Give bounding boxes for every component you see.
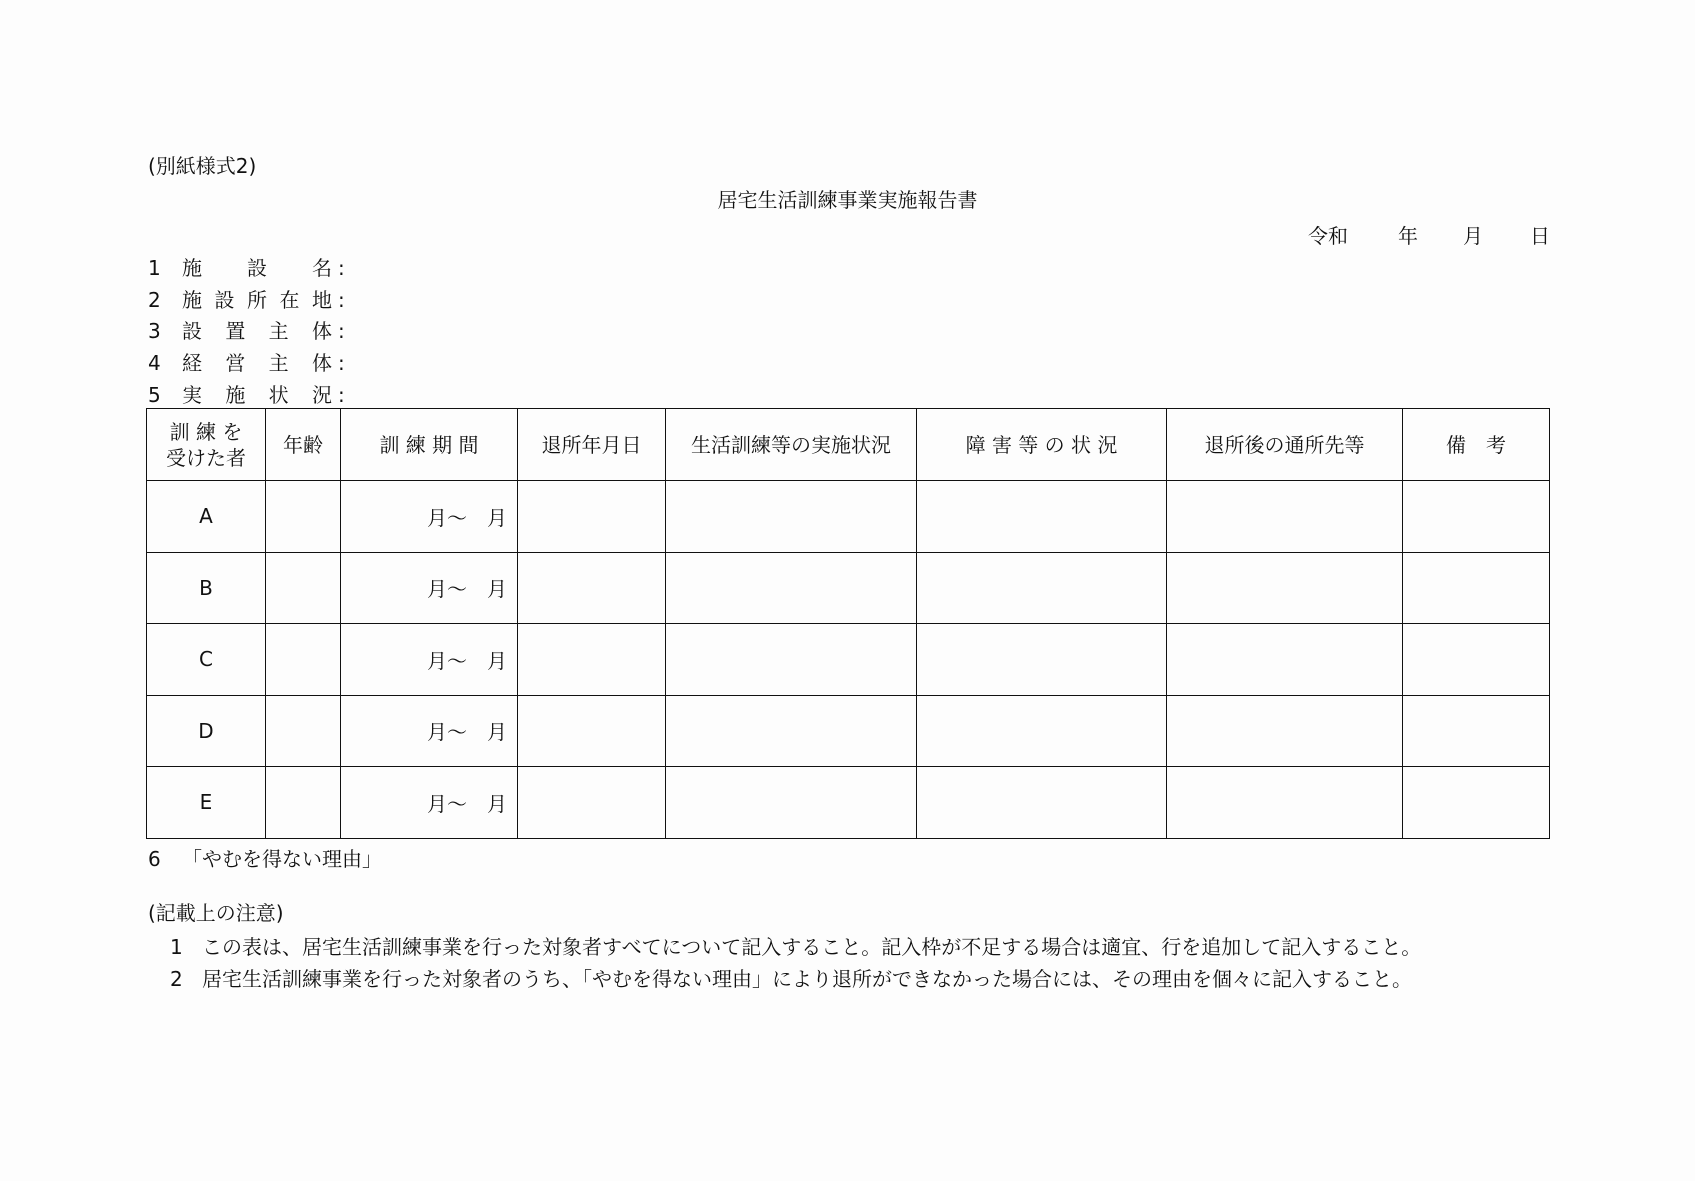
cell-period[interactable]: 月～ 月 [341,624,518,696]
cell-disability-status[interactable] [917,767,1167,839]
field-number: 4 [148,351,161,376]
table-row [147,767,1550,839]
table-header-row [147,409,1550,481]
field-colon: : [338,319,345,344]
reason-label: 「やむを得ない理由」 [182,847,382,871]
table-row [147,552,1550,624]
header-disability-status: 障 害 等 の 状 況 [917,409,1167,481]
header-trainee: 訓 練 を 受けた者 [147,409,266,481]
note-item [170,969,1412,989]
field-number: 2 [148,287,161,312]
field-colon: : [338,351,345,376]
date-year-label: 年 [1398,224,1418,248]
cell-after-exit[interactable] [1167,481,1403,553]
cell-remarks[interactable] [1403,552,1550,624]
field-label: 施 設 所 在 地 [182,287,332,312]
cell-age[interactable] [266,552,341,624]
unavoidable-reason-item [148,849,382,869]
note-text: この表は、居宅生活訓練事業を行った対象者すべてについて記入すること。記入枠が不足する場合は適宜、行を追加して記入すること。 [202,935,1422,959]
cell-trainee: A [147,481,266,553]
cell-after-exit[interactable] [1167,552,1403,624]
cell-after-exit[interactable] [1167,767,1403,839]
field-number: 3 [148,319,161,344]
form-id: (別紙様式2) [148,154,257,178]
header-after-exit: 退所後の通所先等 [1167,409,1403,481]
cell-period[interactable]: 月～ 月 [341,767,518,839]
field-colon: : [338,382,345,407]
cell-training-status[interactable] [666,552,917,624]
note-item [170,937,1421,957]
cell-age[interactable] [266,481,341,553]
field-label: 設 置 主 体 [182,319,332,344]
cell-disability-status[interactable] [917,624,1167,696]
cell-period[interactable]: 月～ 月 [341,695,518,767]
reason-number: 6 [148,847,161,871]
cell-trainee: C [147,624,266,696]
cell-training-status[interactable] [666,624,917,696]
header-training-period: 訓 練 期 間 [341,409,518,481]
field-number: 1 [148,256,161,280]
field-colon: : [338,287,345,312]
date-day-label: 日 [1530,224,1550,248]
cell-remarks[interactable] [1403,695,1550,767]
header-training-status: 生活訓練等の実施状況 [666,409,917,481]
document-title [0,190,1695,210]
cell-disability-status[interactable] [917,481,1167,553]
cell-exit-date[interactable] [518,481,666,553]
cell-remarks[interactable] [1403,767,1550,839]
date-era: 令和 [1308,224,1348,248]
cell-remarks[interactable] [1403,624,1550,696]
cell-exit-date[interactable] [518,695,666,767]
field-label: 経 営 主 体 [182,351,332,376]
cell-training-status[interactable] [666,695,917,767]
cell-exit-date[interactable] [518,767,666,839]
notes-title: (記載上の注意) [148,901,284,925]
header-age: 年齢 [266,409,341,481]
cell-exit-date[interactable] [518,624,666,696]
cell-trainee: B [147,552,266,624]
cell-remarks[interactable] [1403,481,1550,553]
cell-after-exit[interactable] [1167,695,1403,767]
note-text: 居宅生活訓練事業を行った対象者のうち、「やむを得ない理由」により退所ができなかった場合には、その理由を個々に記入すること。 [202,967,1412,991]
cell-training-status[interactable] [666,767,917,839]
header-exit-date: 退所年月日 [518,409,666,481]
cell-exit-date[interactable] [518,552,666,624]
cell-trainee: D [147,695,266,767]
cell-period[interactable]: 月～ 月 [341,481,518,553]
cell-trainee: E [147,767,266,839]
cell-period[interactable]: 月～ 月 [341,552,518,624]
cell-after-exit[interactable] [1167,624,1403,696]
implementation-table [146,408,1550,839]
table-row [147,695,1550,767]
field-label: 施 設 名 [182,256,332,280]
field-label: 実 施 状 況 [182,382,332,407]
cell-training-status[interactable] [666,481,917,553]
table-row [147,624,1550,696]
header-remarks: 備 考 [1403,409,1550,481]
cell-age[interactable] [266,767,341,839]
field-colon: : [338,256,345,280]
cell-disability-status[interactable] [917,552,1167,624]
document-title-text: 居宅生活訓練事業実施報告書 [717,188,978,212]
cell-disability-status[interactable] [917,695,1167,767]
cell-age[interactable] [266,695,341,767]
note-number: 2 [170,967,183,991]
field-number: 5 [148,382,161,407]
date-month-label: 月 [1463,224,1483,248]
cell-age[interactable] [266,624,341,696]
table-row [147,481,1550,553]
note-number: 1 [170,935,183,959]
